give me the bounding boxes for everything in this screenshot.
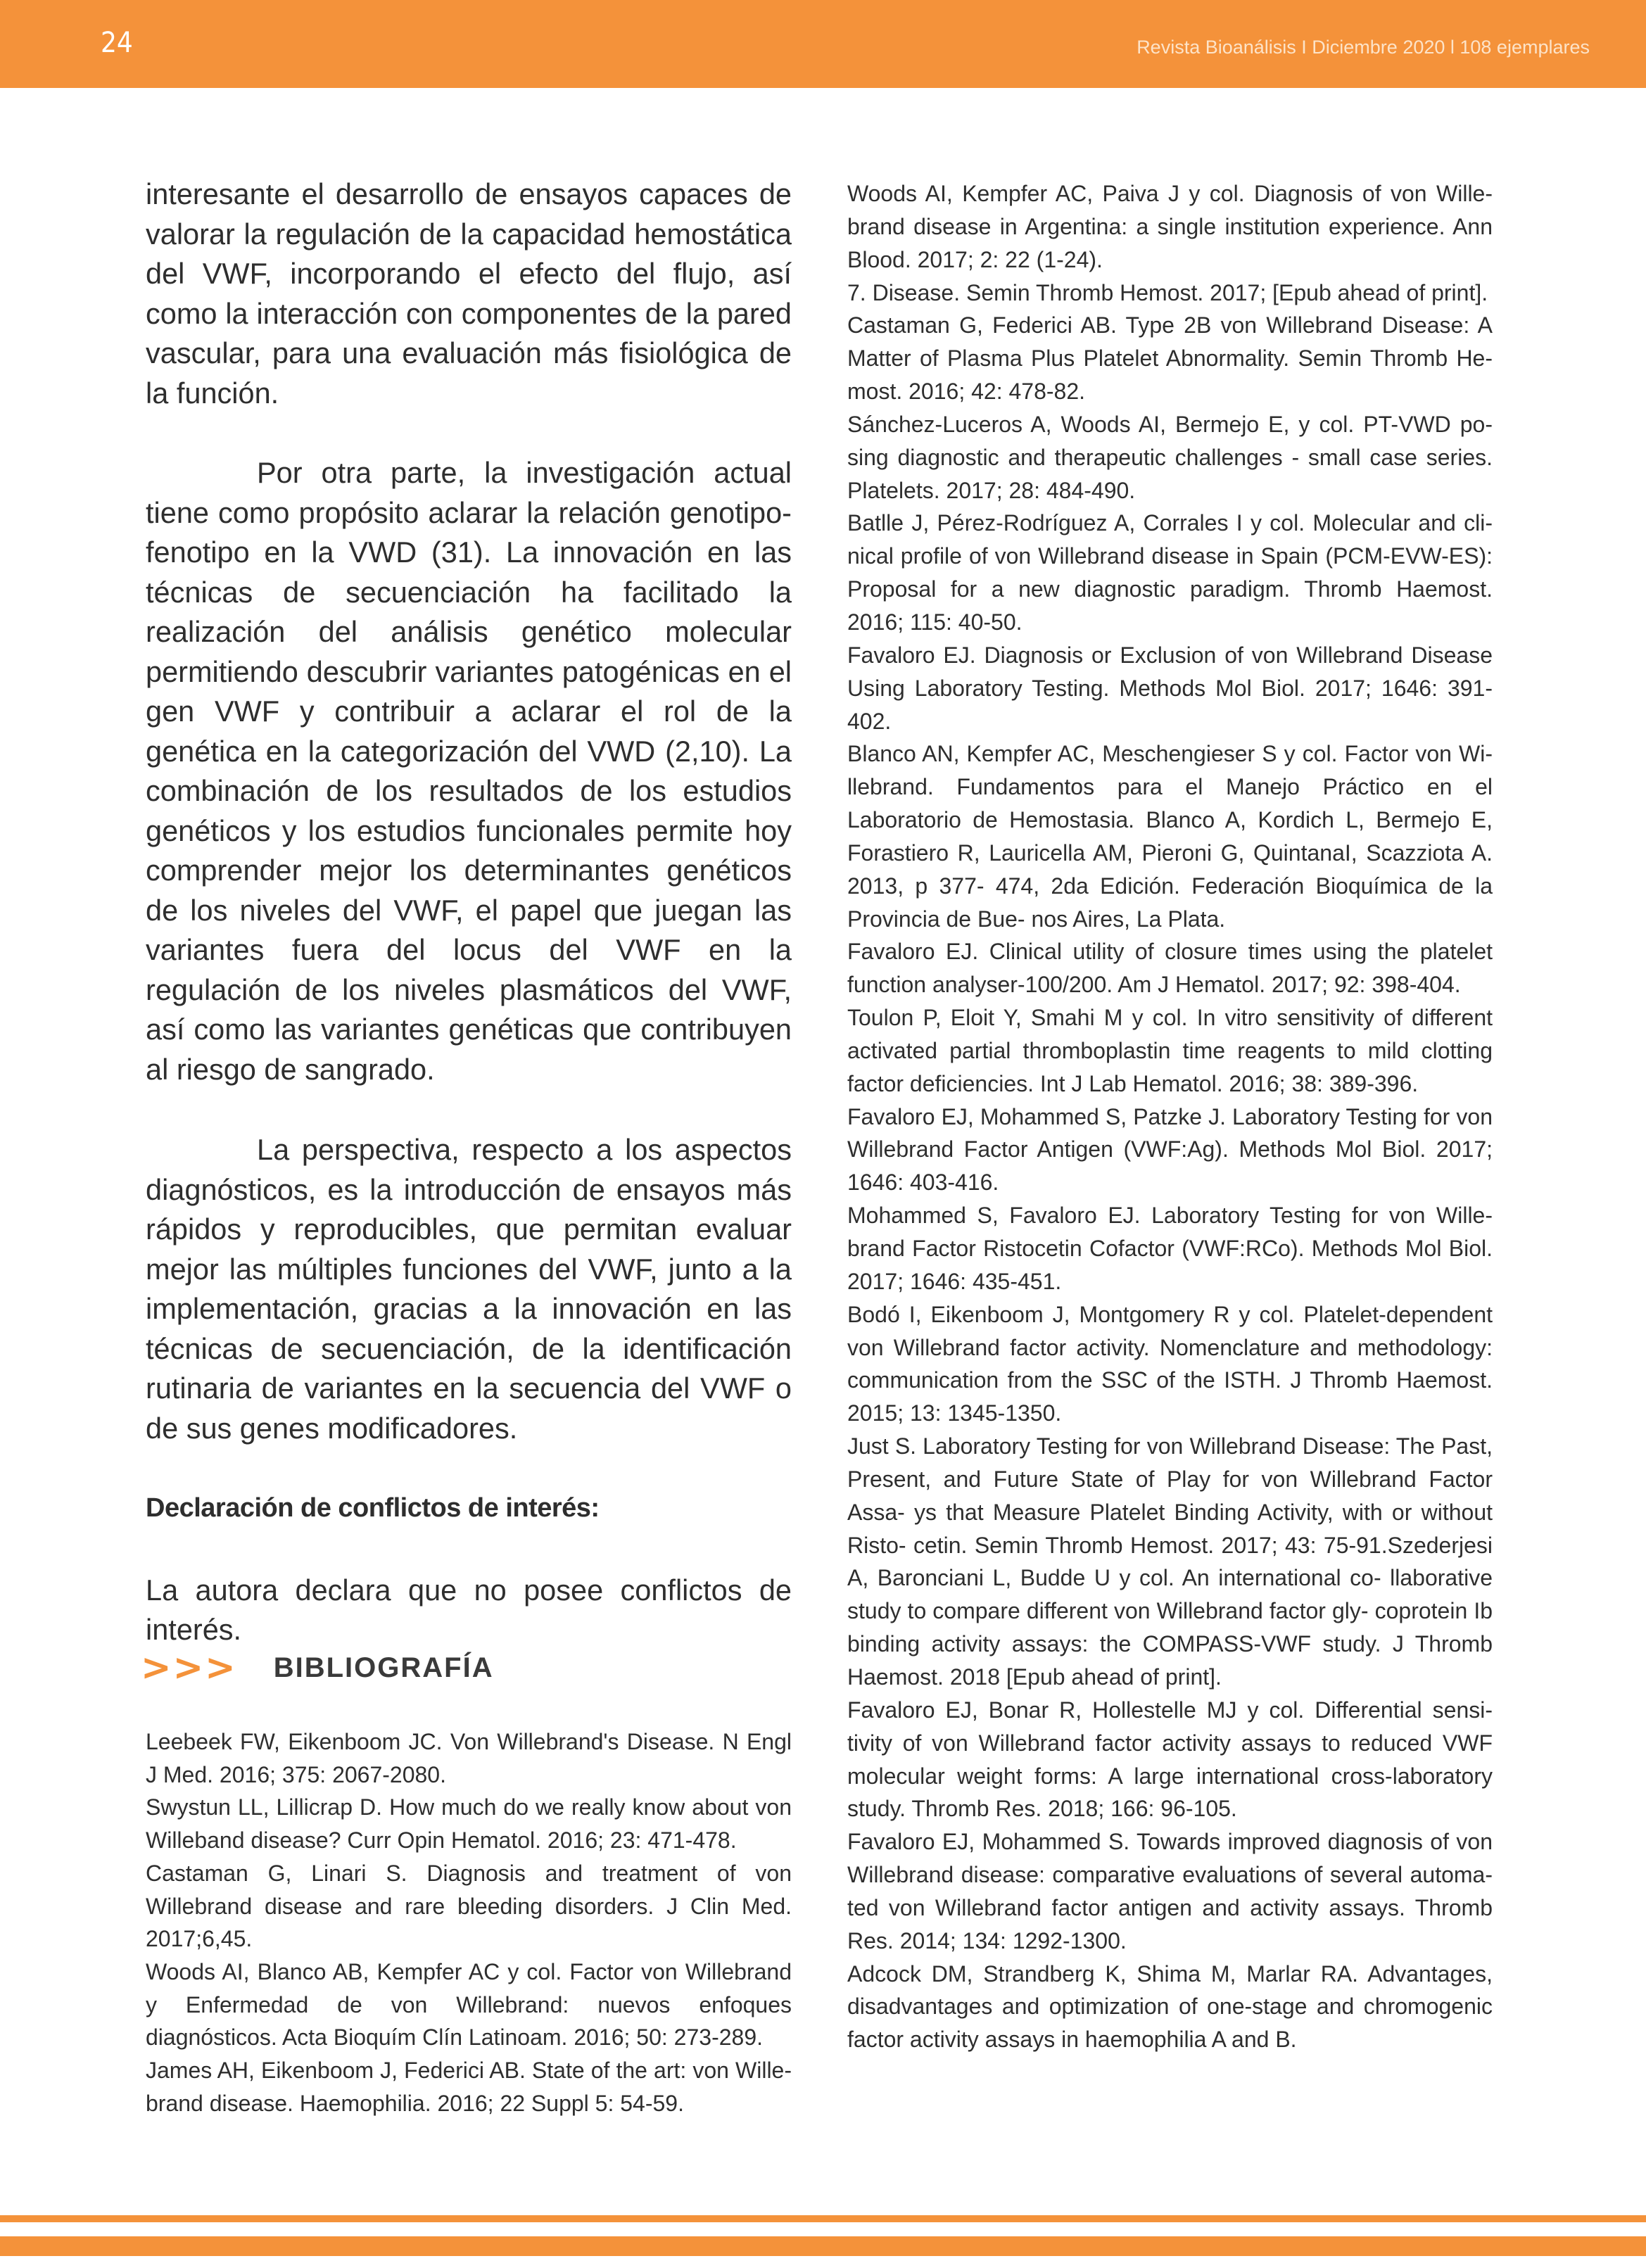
left-column: [146, 175, 792, 1650]
reference-item: Castaman G, Linari S. Diagnosis and treatment of von Willebrand disease and rare bleeding disorders. J Clin Med. 2017;6,45.: [146, 1860, 792, 1952]
reference-item: Toulon P, Eloit Y, Smahi M y col. In vitro sensitivity of different activated partial thromboplastin time reagents to mild clotting factor deficiencies. Int J Lab Hematol. 2016; 38: 389-396.: [847, 1005, 1493, 1096]
reference-item: Batlle J, Pérez-Rodríguez A, Corrales I y col. Molecular and cli- nical profile of von Willebrand disease in Spain (PCM-EVW-ES): Proposal for a new diagnostic paradigm. Thromb Haemost. 2016; 115: 40-50.: [847, 510, 1493, 635]
journal-info: Revista Bioanálisis I Diciembre 2020 l 108 ejemplares: [1137, 37, 1590, 58]
reference-item: Adcock DM, Strandberg K, Shima M, Marlar RA. Advantages, disadvantages and optimization of one-stage and chromogenic factor activity assays in haemophilia A and B.: [847, 1960, 1493, 2053]
header-bar: [0, 0, 1646, 88]
conflicts-text: La autora declara que no posee conflictos de interés.: [146, 1573, 792, 1646]
reference-item: Sánchez-Luceros A, Woods AI, Bermejo E, y col. PT-VWD po- sing diagnostic and therapeutic challenges - small case series. Platelets. 2017; 28: 484-490.: [847, 411, 1493, 503]
reference-item: Favaloro EJ, Mohammed S. Towards improved diagnosis of von Willebrand disease: comparative evaluations of several automa- ted von Willebrand factor antigen and activity assays. Thromb Res. 2014; 134: 1292-1300.: [847, 1829, 1493, 1953]
reference-item: 7. Disease. Semin Thromb Hemost. 2017; [Epub ahead of print].: [847, 279, 1488, 305]
reference-item: Favaloro EJ. Diagnosis or Exclusion of von Willebrand Disease Using Laboratory Testing. Methods Mol Biol. 2017; 1646: 391- 402.: [847, 642, 1493, 734]
reference-item: Leebeek FW, Eikenboom JC. Von Willebrand's Disease. N Engl J Med. 2016; 375: 2067-2080.: [146, 1729, 792, 1787]
reference-item: Favaloro EJ, Mohammed S, Patzke J. Laboratory Testing for von Willebrand Factor Antigen (VWF:Ag). Methods Mol Biol. 2017; 1646: 403-416.: [847, 1103, 1493, 1196]
footer-rule-thick: [0, 2236, 1646, 2256]
reference-item: Woods AI, Kempfer AC, Paiva J y col. Diagnosis of von Wille- brand disease in Argentina: a single institution experience. Ann Blood. 2017; 2: 22 (1-24).: [847, 181, 1493, 272]
conflicts-heading: Declaración de conflictos de interés:: [146, 1493, 600, 1523]
references-right: [847, 177, 1493, 2056]
bibliography-heading: [141, 1647, 494, 1689]
chevrons-icon: >>>: [141, 1647, 237, 1689]
reference-item: Castaman G, Federici AB. Type 2B von Willebrand Disease: A Matter of Plasma Plus Platelet Abnormality. Semin Thromb He- most. 2016; 42: 478-82.: [847, 312, 1493, 405]
footer-rule-thin: [0, 2215, 1646, 2222]
reference-item: Bodó I, Eikenboom J, Montgomery R y col. Platelet-dependent von Willebrand factor activity. Nomenclature and methodology: communication from the SSC of the ISTH. J Thromb Haemost. 2015; 13: 1345-1350.: [847, 1301, 1493, 1426]
reference-item: Swystun LL, Lillicrap D. How much do we really know about von Willeband disease? Curr Opin Hematol. 2016; 23: 471-478.: [146, 1794, 792, 1854]
reference-item: Mohammed S, Favaloro EJ. Laboratory Testing for von Wille- brand Factor Ristocetin Cofactor (VWF:RCo). Methods Mol Biol. 2017; 1646: 435-451.: [847, 1203, 1493, 1294]
body-paragraph: La perspectiva, respecto a los aspectos diagnósticos, es la introducción de ensayos más rápidos y reproducibles, que permitan evaluar mejor las múltiples funciones del VWF, junto a la implementación, gracias a la innovación en las técnicas de secuenciación, de la identificación rutinaria de variantes en la secuencia del VWF o de sus genes modificadores.: [146, 1133, 792, 1445]
body-paragraph: interesante el desarrollo de ensayos capaces de valorar la regulación de la capacidad hemostática del VWF, incorporando el efecto del flujo, así como la interacción con componentes de la pared vascular, para una evaluación más fisiológica de la función.: [146, 177, 792, 410]
reference-item: Just S. Laboratory Testing for von Willebrand Disease: The Past, Present, and Future State of Play for von Willebrand Factor Assa- ys that Measure Platelet Binding Activity, with or without Risto- cetin. Semin Thromb Hemost. 2017; 43: 75-91.Szederjesi A, Baronciani L, Budde U y col. An international co- llaborative study to compare different von Willebrand factor gly- coprotein Ib binding activity assays: the COMPASS-VWF study. J Thromb Haemost. 2018 [Epub ahead of print].: [847, 1433, 1493, 1690]
reference-item: Woods AI, Blanco AB, Kempfer AC y col. Factor von Willebrand y Enfermedad de von Willebrand: nuevos enfoques diagnósticos. Acta Bioquím Clín Latinoam. 2016; 50: 273-289.: [146, 1958, 792, 2051]
body-paragraph: Por otra parte, la investigación actual tiene como propósito aclarar la relación genotipo-fenotipo en la VWD (31). La innovación en las técnicas de secuenciación ha facilitado la realización del análisis genético molecular permitiendo descubrir variantes patogénicas en el gen VWF y contribuir a aclarar el rol de la genética en la categorización del VWD (2,10). La combinación de los resultados de los estudios genéticos y los estudios funcionales permite hoy comprender mejor los determinantes genéticos de los niveles del VWF, el papel que juegan las variantes fuera del locus del VWF en la regulación de los niveles plasmáticos del VWF, así como las variantes genéticas que contribuyen al riesgo de sangrado.: [146, 456, 792, 1086]
bibliography-title: BIBLIOGRAFÍA: [273, 1652, 494, 1683]
reference-item: Blanco AN, Kempfer AC, Meschengieser S y col. Factor von Wi- llebrand. Fundamentos para el Manejo Práctico en el Laboratorio de Hemostasia. Blanco A, Kordich L, Bermejo E, Forastiero R, Lauricella AM, Pieroni G, QuintanaI, Scazziota A. 2013, p 377- 474, 2da Edición. Federación Bioquímica de la Provincia de Bue- nos Aires, La Plata.: [847, 741, 1493, 932]
reference-item: Favaloro EJ. Clinical utility of closure times using the platelet function analyser-100/200. Am J Hematol. 2017; 92: 398-404.: [847, 939, 1493, 998]
reference-item: James AH, Eikenboom J, Federici AB. State of the art: von Wille- brand disease. Haemophilia. 2016; 22 Suppl 5: 54-59.: [146, 2058, 792, 2116]
references-left: [146, 1725, 792, 2120]
page-number: 24: [101, 27, 133, 59]
reference-item: Favaloro EJ, Bonar R, Hollestelle MJ y col. Differential sensi- tivity of von Willebrand factor activity assays to reduced VWF molecular weight forms: A large international cross-laboratory study. Thromb Res. 2018; 166: 96-105.: [847, 1697, 1493, 1822]
